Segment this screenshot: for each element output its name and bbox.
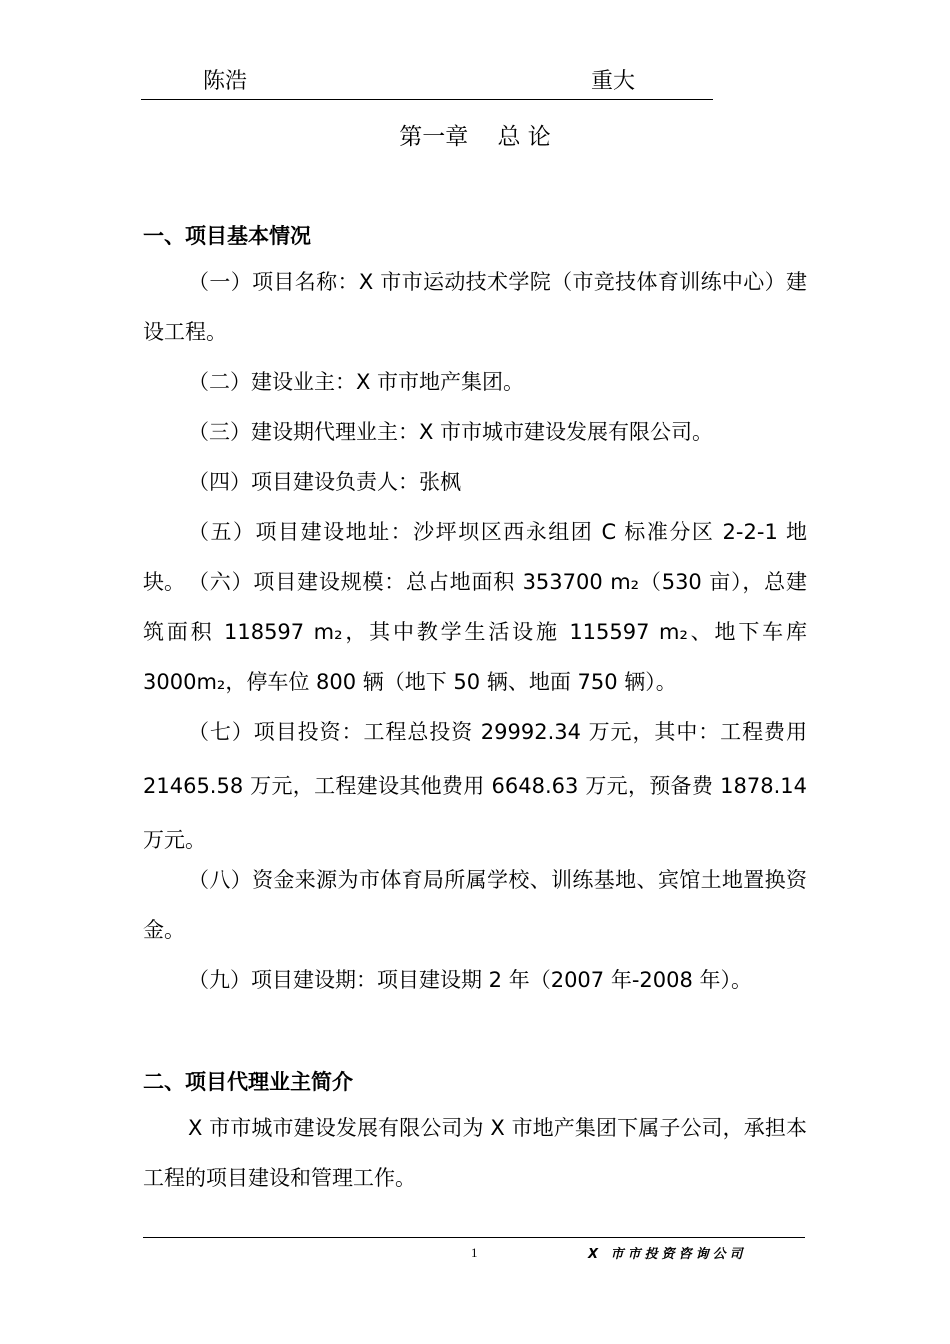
paragraph-funding-source: （八）资金来源为市体育局所属学校、训练基地、宾馆土地置换资金。	[143, 868, 807, 942]
paragraph-owner: （二）建设业主：X 市市地产集团。	[188, 370, 525, 394]
footer-company-name: X 市市投资咨询公司	[588, 1247, 747, 1262]
header-author: 陈浩	[203, 69, 248, 94]
paragraph-project-address: （五）项目建设地址：沙坪坝区西永组团 C 标准分区 2-2-1 地块。	[143, 520, 807, 594]
section-title-project-overview: 一、项目基本情况	[143, 224, 311, 248]
chapter-title: 第一章 总 论	[399, 124, 551, 150]
paragraph-project-investment: （七）项目投资：工程总投资 29992.34 万元，其中：工程费用 21465.58 万元，工程建设其他费用 6648.63 万元，预备费 1878.14 万元。	[143, 720, 807, 852]
section-title-agent-owner-intro: 二、项目代理业主简介	[143, 1070, 353, 1094]
paragraph-construction-period: （九）项目建设期：项目建设期 2 年（2007 年-2008 年）。	[188, 968, 753, 992]
header-divider	[141, 99, 713, 100]
paragraph-project-scale: （六）项目建设规模：总占地面积 353700 m₂（530 亩），总建筑面积 118597 m₂，其中教学生活设施 115597 m₂、地下车库 3000m₂，停车位 800 辆（地下 50 辆、地面 750 辆）。	[143, 570, 807, 694]
paragraph-project-leader: （四）项目建设负责人：张枫	[188, 470, 461, 494]
paragraph-project-name: （一）项目名称：X 市市运动技术学院（市竞技体育训练中心）建设工程。	[143, 270, 807, 344]
header-organization: 重大	[591, 69, 636, 94]
page-number: 1	[471, 1245, 478, 1260]
footer-divider	[143, 1237, 805, 1238]
paragraph-agent-owner: （三）建设期代理业主：X 市市城市建设发展有限公司。	[188, 420, 714, 444]
paragraph-agent-owner-intro: X 市市城市建设发展有限公司为 X 市地产集团下属子公司，承担本工程的项目建设和管理工作。	[143, 1116, 807, 1190]
